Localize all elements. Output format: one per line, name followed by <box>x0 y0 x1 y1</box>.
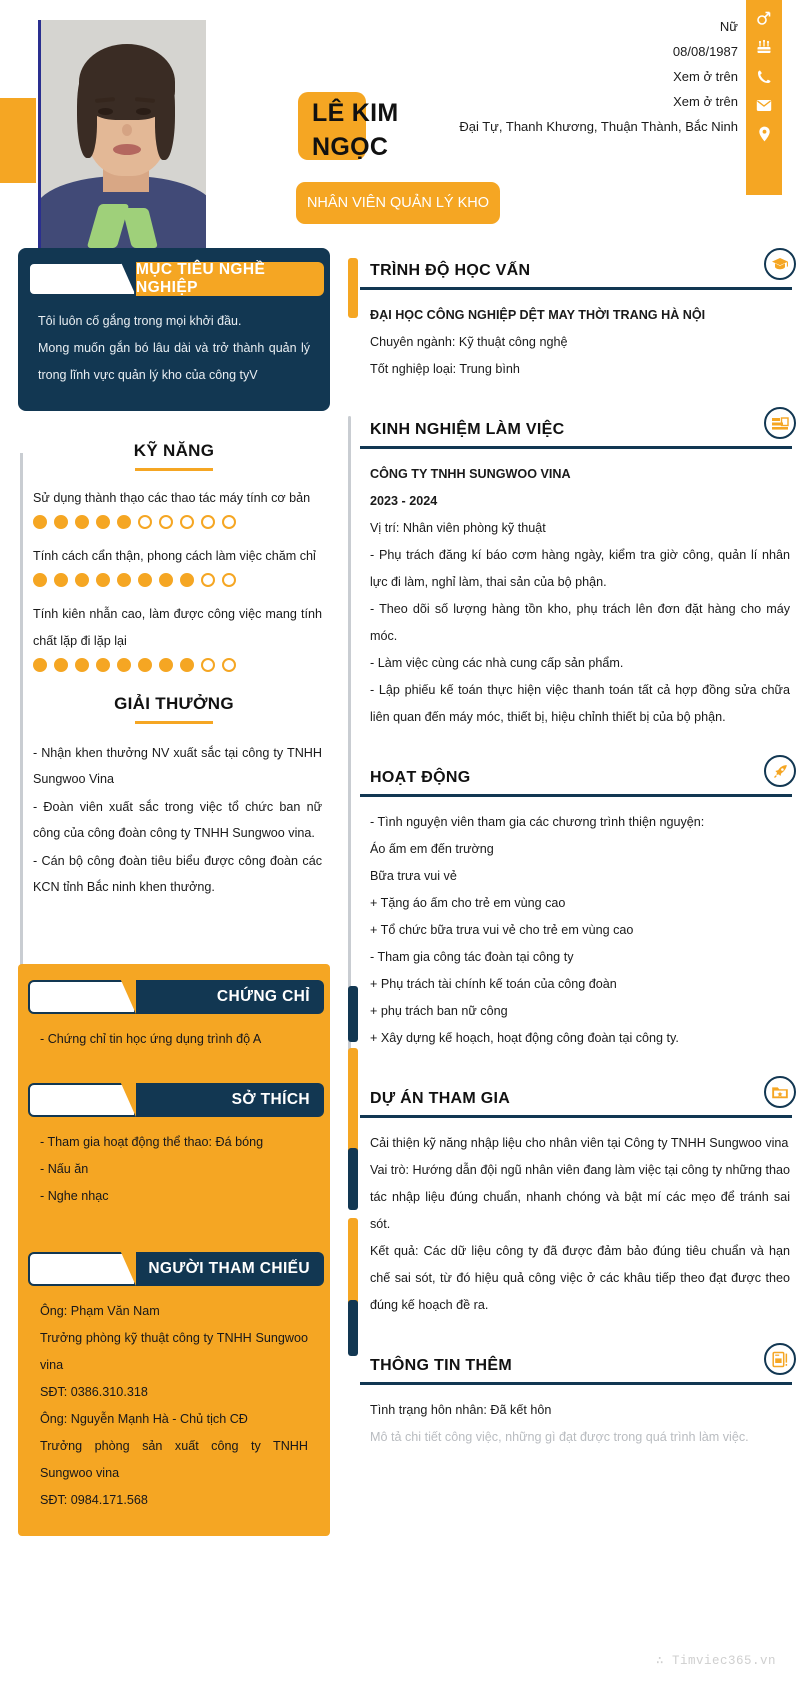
certificates-section <box>18 980 330 1053</box>
activity-line: - Tham gia công tác đoàn tại công ty <box>370 950 574 964</box>
skills-title-underline <box>135 468 213 471</box>
skill-label: Sử dụng thành thạo các thao tác máy tính cơ bản <box>33 491 311 505</box>
location-pin-icon <box>754 124 774 144</box>
hobbies-section <box>18 1083 330 1210</box>
graduation-cap-icon <box>764 248 796 280</box>
skills-awards-wrapper <box>0 441 348 900</box>
watermark: ∴ Timviec365.vn <box>655 1654 776 1668</box>
certificates-title: CHỨNG CHỈ <box>136 980 324 1014</box>
reference-line: SĐT: 0984.171.568 <box>40 1493 148 1507</box>
right-column-accent-navy-last <box>348 1300 358 1356</box>
additional-info-header <box>360 1357 792 1385</box>
reference-line: SĐT: 0386.310.318 <box>40 1385 148 1399</box>
briefcase-files-icon <box>764 407 796 439</box>
certificates-list <box>18 1014 330 1053</box>
experience-body <box>360 449 800 731</box>
experience-company: CÔNG TY TNHH SUNGWOO VINA <box>370 467 571 481</box>
skill-label: Tính cách cẩn thận, phong cách làm việc chăm chỉ <box>33 549 316 563</box>
additional-info-section <box>360 1357 800 1451</box>
reference-line: Trưởng phòng sản xuất công ty TNHH Sungwoo vina <box>40 1439 308 1480</box>
projects-section <box>360 1090 800 1319</box>
awards-list <box>0 724 348 900</box>
experience-header <box>360 421 792 449</box>
objective-header-chip <box>28 262 136 296</box>
activity-line: + Xây dựng kế hoạch, hoạt động công đoàn tại công ty. <box>370 1031 679 1045</box>
education-header <box>360 262 792 290</box>
project-line: Cải thiện kỹ năng nhập liệu cho nhân viên tại Công ty TNHH Sungwoo vina <box>370 1136 789 1150</box>
activity-line: + Phụ trách tài chính kế toán của công đoàn <box>370 977 617 991</box>
objective-title: MỤC TIÊU NGHỀ NGHIỆP <box>136 262 324 296</box>
projects-header <box>360 1090 792 1118</box>
contact-birthday: 08/08/1987 <box>672 44 738 59</box>
document-info-icon <box>764 1343 796 1375</box>
skill-rating-dots <box>33 573 322 587</box>
header-left-orange-accent <box>0 98 36 183</box>
hobbies-header <box>28 1083 324 1117</box>
activity-line: + Tổ chức bữa trưa vui vẻ cho trẻ em vùng cao <box>370 923 634 937</box>
project-line: Kết quả: Các dữ liệu công ty đã được đảm bảo đúng tiêu chuẩn và hạn chế sai sót, từ đó hiệu quả công việc ở các khâu tiếp theo đạt được theo đúng kế hoạch đề ra. <box>370 1244 790 1312</box>
cv-header <box>0 0 800 248</box>
experience-duty: - Lập phiếu kế toán thực hiện việc thanh toán tất cả hợp đồng sửa chữa liên quan đến máy móc, thiết bị, hiệu chỉnh thiết bị của bộ phận. <box>370 683 790 724</box>
reference-line: Ông: Nguyễn Mạnh Hà - Chủ tịch CĐ <box>40 1412 248 1426</box>
left-column <box>0 248 348 1536</box>
certificate-item: - Chứng chỉ tin học ứng dụng trình độ A <box>40 1032 262 1046</box>
envelope-icon <box>754 95 774 115</box>
objective-line-2: Mong muốn gắn bó lâu dài và trở thành quản lý trong lĩnh vực quản lý kho của công tyV <box>38 341 310 382</box>
education-body <box>360 290 800 383</box>
skill-rating-dots <box>33 515 322 529</box>
education-major: Chuyên ngành: Kỹ thuật công nghệ <box>370 335 568 349</box>
profile-photo <box>38 20 206 248</box>
rocket-icon <box>764 755 796 787</box>
activities-header <box>360 769 792 797</box>
hobby-item: - Nấu ăn <box>40 1162 89 1176</box>
education-section <box>360 262 800 383</box>
candidate-name-line1: LÊ KIM <box>312 99 399 127</box>
additional-info-body <box>360 1385 800 1451</box>
activity-line: Bữa trưa vui vẻ <box>370 869 457 883</box>
award-item: - Đoàn viên xuất sắc trong việc tổ chức ban nữ công của công đoàn công ty TNHH Sungwoo vina. <box>33 800 322 840</box>
skill-label: Tính kiên nhẫn cao, làm được công việc mang tính chất lặp đi lặp lại <box>33 607 322 648</box>
references-list <box>18 1286 330 1514</box>
hobbies-header-chip <box>28 1083 136 1117</box>
orange-panel <box>18 964 330 1536</box>
references-title: NGƯỜI THAM CHIẾU <box>136 1252 324 1286</box>
certificates-header-chip <box>28 980 136 1014</box>
education-school: ĐẠI HỌC CÔNG NGHIỆP DỆT MAY THỜI TRANG HÀ NỘI <box>370 308 706 322</box>
right-column-accent-navy-mid <box>348 986 358 1042</box>
hobby-item: - Nghe nhạc <box>40 1189 109 1203</box>
contact-gender: Nữ <box>719 19 738 34</box>
project-line: Vai trò: Hướng dẫn đội ngũ nhân viên đang làm việc tại công ty những thao tác nhập liệu đúng chuẩn, nhanh chóng và bật mí các mẹo để tránh sai sót. <box>370 1163 790 1231</box>
experience-period: 2023 - 2024 <box>370 494 438 508</box>
references-header <box>28 1252 324 1286</box>
certificates-header <box>28 980 324 1014</box>
objective-header <box>28 262 324 296</box>
contact-icon-rail <box>746 0 782 195</box>
profile-photo-illustration <box>41 20 206 248</box>
reference-line: Ông: Phạm Văn Nam <box>40 1304 160 1318</box>
right-column-accent-orange-top <box>348 258 358 318</box>
experience-title: KINH NGHIỆM LÀM VIỆC <box>370 421 565 438</box>
folder-star-icon <box>764 1076 796 1108</box>
candidate-name-line2: NGỌC <box>312 133 389 161</box>
skills-list <box>0 485 348 672</box>
objective-section <box>18 248 330 411</box>
objective-text <box>18 296 330 389</box>
phone-icon <box>754 66 774 86</box>
activities-section <box>360 769 800 1052</box>
skill-item <box>33 543 322 587</box>
activity-line: + phụ trách ban nữ công <box>370 1004 508 1018</box>
right-column-accent-grey <box>348 416 351 1056</box>
experience-duty: - Theo dõi số lượng hàng tồn kho, phụ trách lên đơn đặt hàng cho máy móc. <box>370 602 790 643</box>
right-column <box>360 248 800 1457</box>
references-header-chip <box>28 1252 136 1286</box>
award-item: - Nhận khen thưởng NV xuất sắc tại công ty TNHH Sungwoo Vina <box>33 746 322 786</box>
job-title: NHÂN VIÊN QUẢN LÝ KHO <box>296 182 500 224</box>
references-section <box>18 1252 330 1514</box>
additional-info-placeholder: Mô tả chi tiết công việc, những gì đạt được trong quá trình làm việc. <box>370 1430 749 1444</box>
activity-line: Áo ấm em đến trường <box>370 842 494 856</box>
reference-line: Trưởng phòng kỹ thuật công ty TNHH Sungwoo vina <box>40 1331 308 1372</box>
marital-status: Tình trạng hôn nhân: Đã kết hôn <box>370 1403 552 1417</box>
birthday-cake-icon <box>754 37 774 57</box>
skill-item <box>33 601 322 672</box>
education-grade: Tốt nghiệp loại: Trung bình <box>370 362 520 376</box>
skill-item <box>33 485 322 529</box>
awards-title: GIẢI THƯỞNG <box>114 694 234 713</box>
projects-title: DỰ ÁN THAM GIA <box>370 1090 511 1107</box>
activity-line: + Tặng áo ấm cho trẻ em vùng cao <box>370 896 566 910</box>
award-item: - Cán bộ công đoàn tiêu biểu được công đoàn các KCN tỉnh Bắc ninh khen thưởng. <box>33 854 322 894</box>
contact-phone: Xem ở trên <box>673 69 738 84</box>
objective-line-1: Tôi luôn cố gắng trong mọi khởi đầu. <box>38 314 242 328</box>
hobbies-list <box>18 1117 330 1210</box>
experience-duty: - Phụ trách đăng kí báo cơm hàng ngày, kiểm tra giờ công, quản lí nhân lực đi làm, nghỉ làm, thai sản của bộ phận. <box>370 548 790 589</box>
education-title: TRÌNH ĐỘ HỌC VẤN <box>370 262 531 279</box>
experience-position: Vị trí: Nhân viên phòng kỹ thuật <box>370 521 546 535</box>
contact-email: Xem ở trên <box>673 94 738 109</box>
activity-line: - Tình nguyện viên tham gia các chương trình thiện nguyện: <box>370 815 705 829</box>
skill-rating-dots <box>33 658 322 672</box>
activities-title: HOẠT ĐỘNG <box>370 769 471 786</box>
gender-icon <box>754 8 774 28</box>
hobbies-title: SỞ THÍCH <box>136 1083 324 1117</box>
cv-body <box>0 248 800 1688</box>
skills-title: KỸ NĂNG <box>133 441 215 460</box>
experience-section <box>360 421 800 731</box>
experience-duty: - Làm việc cùng các nhà cung cấp sản phẩm. <box>370 656 624 670</box>
hobby-item: - Tham gia hoạt động thể thao: Đá bóng <box>40 1135 264 1149</box>
additional-info-title: THÔNG TIN THÊM <box>370 1357 512 1374</box>
projects-body <box>360 1118 800 1319</box>
activities-body <box>360 797 800 1052</box>
contact-list <box>418 14 738 139</box>
right-column-accent-navy-bottom <box>348 1148 358 1210</box>
contact-address: Đại Tự, Thanh Khương, Thuận Thành, Bắc Ninh <box>459 119 738 134</box>
